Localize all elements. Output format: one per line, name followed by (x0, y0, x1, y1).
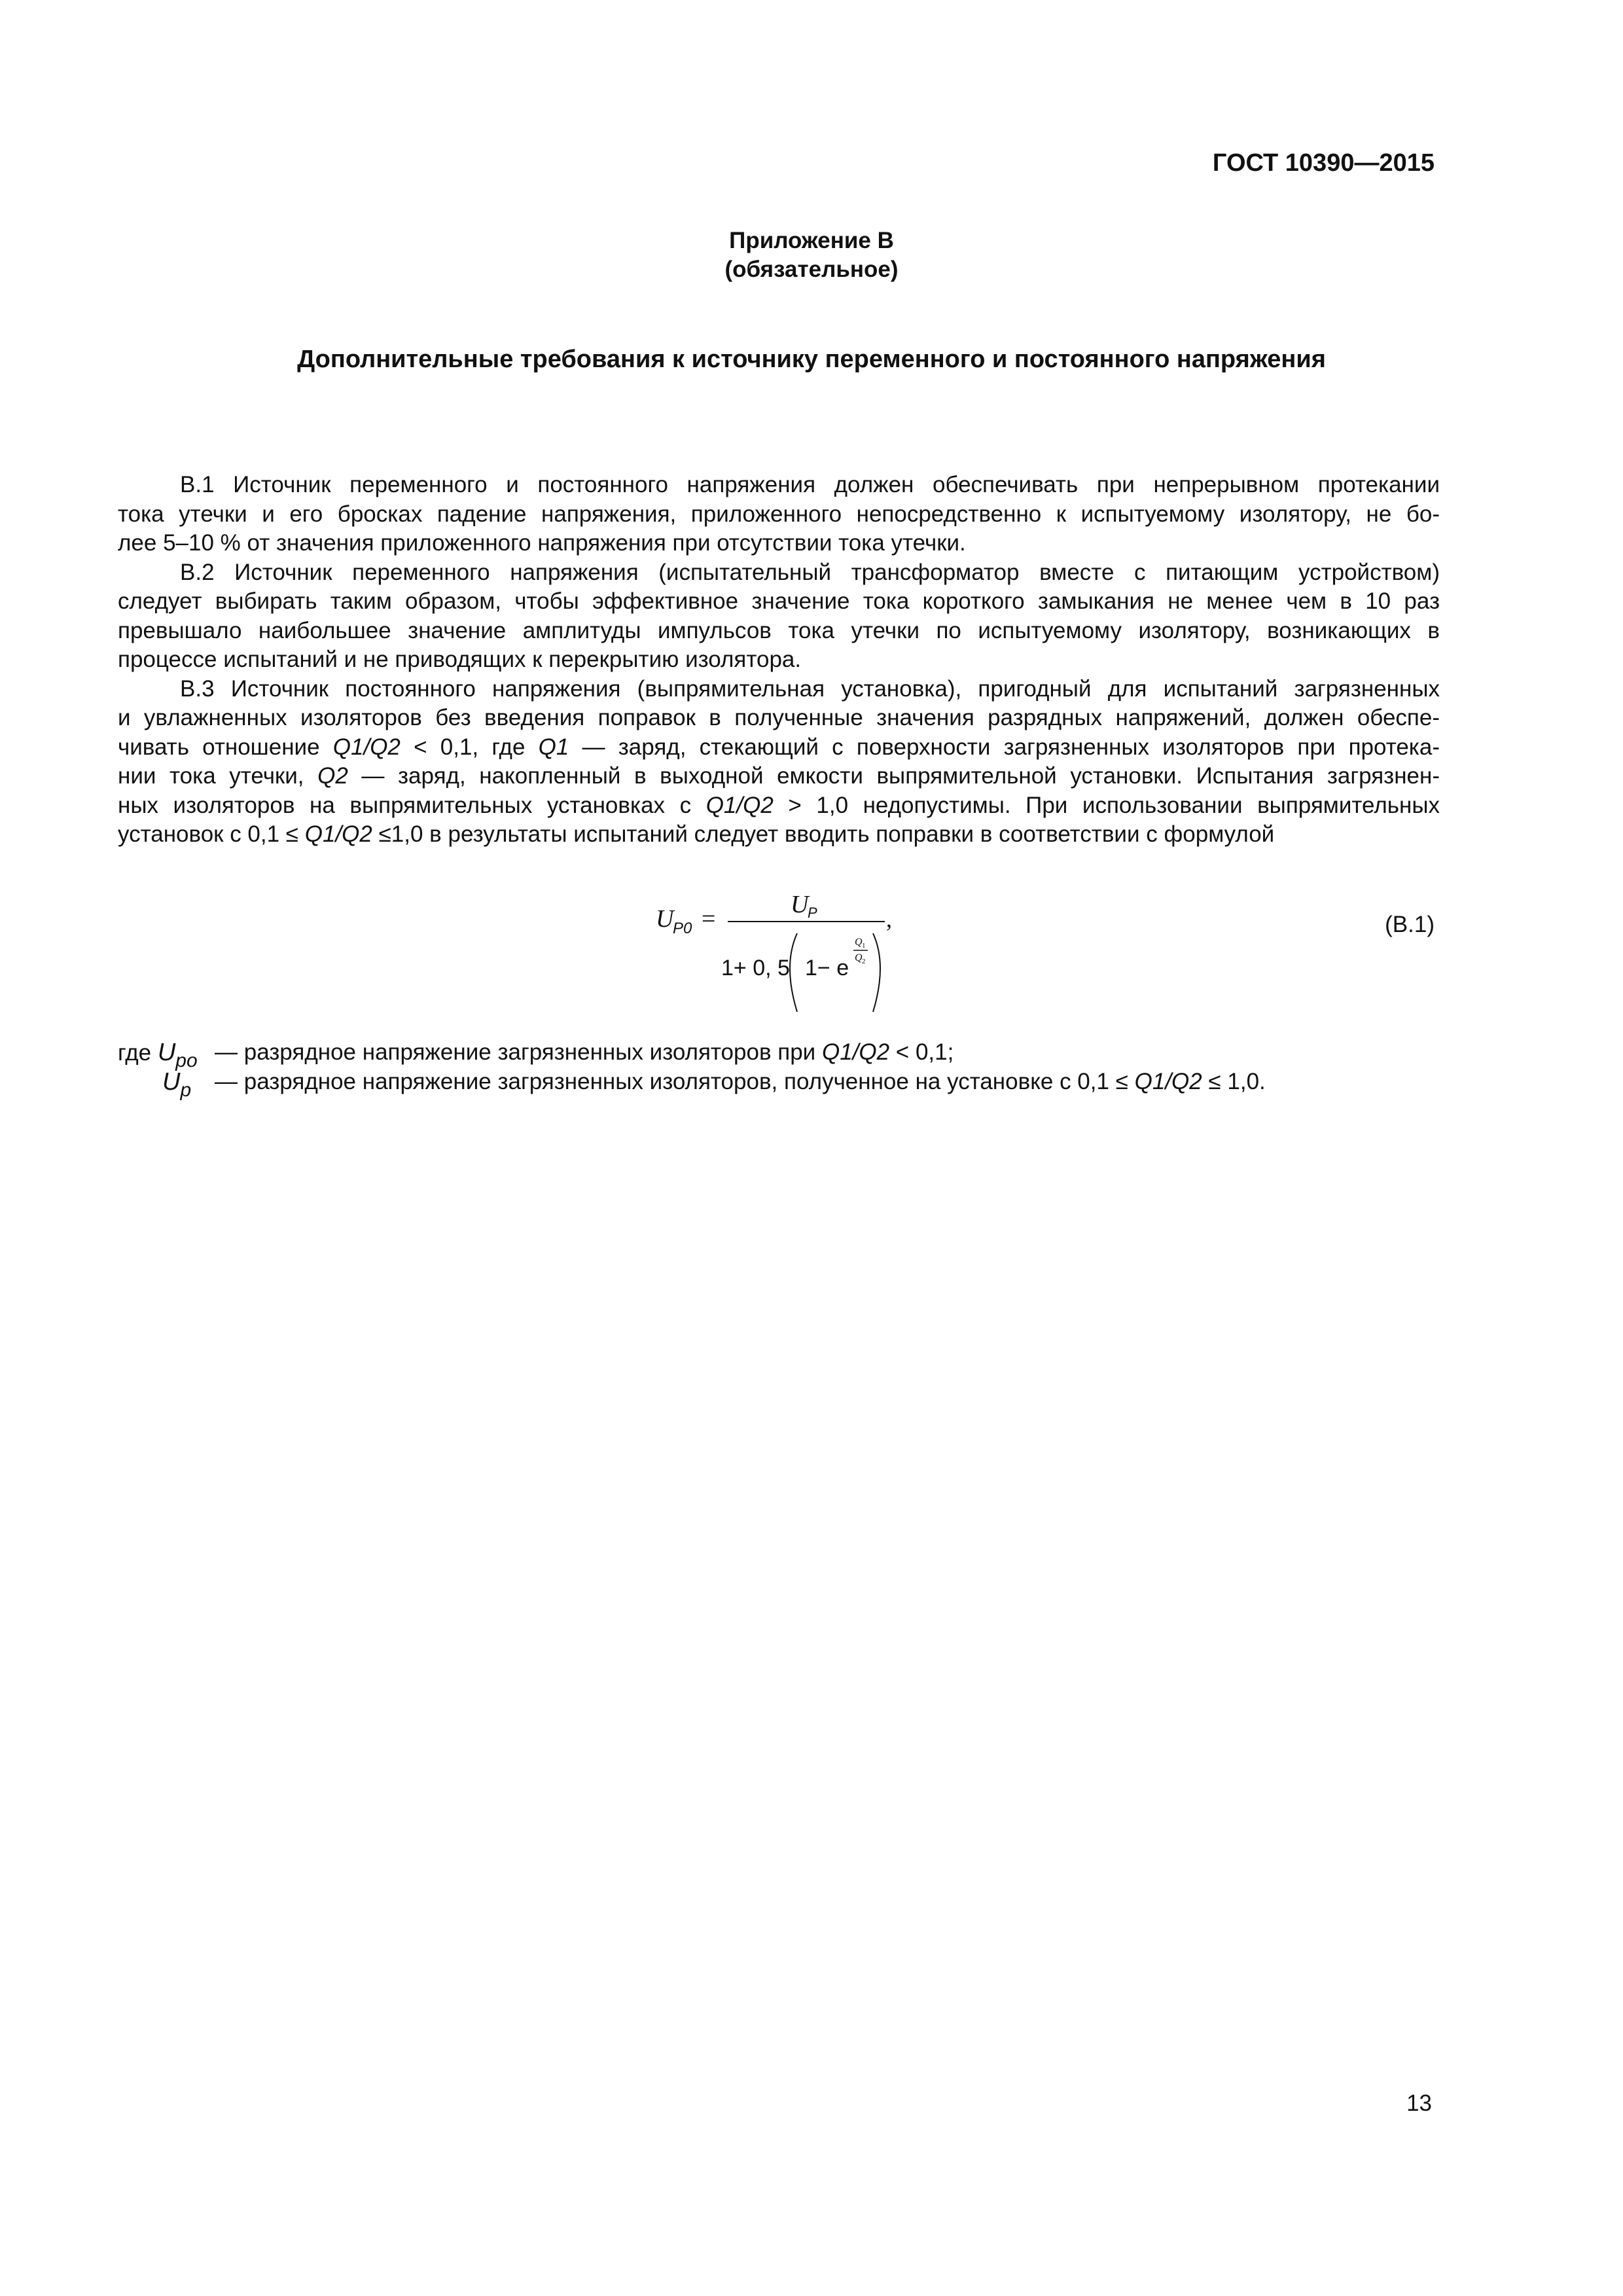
text-run: ≤ 1,0. (1202, 1068, 1266, 1094)
text-run: — заряд, накопленный в выходной емкости выпрямительной установки. Испытания загрязнен- (348, 763, 1440, 789)
legend-symbol (162, 1067, 191, 1099)
charge-symbol: Q1 (538, 734, 569, 760)
text-line: следует выбирать таким образом, чтобы эффективное значение тока короткого замыкания не менее чем в 10 раз (118, 588, 1440, 614)
text-line: В.1 Источник переменного и постоянного напряжения должен обеспечивать при непрерывном протекании (180, 472, 1440, 497)
formula-num-sub: P (808, 905, 817, 921)
formula-b1 (648, 893, 923, 1024)
text-run: ных изоляторов на выпрямительных установках с (118, 792, 706, 818)
text-run: > 1,0 недопустимы. При использовании выпрямительных (773, 792, 1440, 818)
text-line: процессе испытаний и не приводящих к перекрытию изолятора. (118, 647, 802, 672)
formula-den-const: 1+ 0, 5 (721, 956, 790, 980)
formula-lhs-sub: P0 (673, 920, 692, 937)
text-run: установок с 0,1 ≤ (118, 821, 305, 847)
formula-den-one-minus: 1− e (805, 956, 849, 980)
page-number: 13 (1406, 2090, 1432, 2116)
formula-num-symbol: U (791, 893, 809, 918)
formula-graphic (648, 893, 923, 1024)
legend-description (215, 1067, 1266, 1097)
text-line (118, 791, 1440, 821)
text-run: чивать отношение (118, 734, 333, 760)
text-line: и увлажненных изоляторов без введения поправок в полученные значения разрядных напряжений, должен обеспе- (118, 705, 1440, 730)
exponent-den-symbol: Q (855, 952, 863, 963)
equation-number: (В.1) (1385, 912, 1435, 937)
text-run: — заряд, стекающий с поверхности загрязненных изоляторов при протека- (569, 734, 1440, 760)
formula-legend (118, 1038, 1440, 1101)
exponent-num-symbol: Q (855, 937, 863, 948)
paragraph-b2 (118, 558, 1440, 675)
text-run: < 0,1; (889, 1039, 954, 1065)
text-line: В.3 Источник постоянного напряжения (выпрямительная установка), пригодный для испытаний загрязненных (180, 675, 1440, 702)
ratio-symbol: Q1/Q2 (821, 1039, 890, 1065)
formula-trailing-comma: , (886, 906, 892, 932)
text-line (118, 762, 1440, 791)
exponent-den-sub: 2 (862, 958, 866, 965)
legend-symbol (118, 1038, 198, 1069)
text-line: тока утечки и его бросках падение напряжения, приложенного непосредственно к испытуемому изолятору, не бо- (118, 501, 1440, 527)
paragraph-b1 (118, 471, 1440, 558)
body-text (118, 471, 1440, 850)
legend-prefix: где (118, 1040, 158, 1066)
right-paren (873, 933, 880, 1012)
legend-u-symbol: U (162, 1067, 181, 1096)
charge-symbol: Q2 (317, 763, 348, 789)
legend-description (215, 1038, 954, 1067)
standard-code: ГОСТ 10390—2015 (1212, 149, 1435, 177)
ratio-symbol: Q1/Q2 (332, 734, 401, 760)
exponent-num-sub: 1 (862, 942, 866, 950)
legend-u-sub: po (175, 1050, 198, 1071)
ratio-symbol: Q1/Q2 (1134, 1068, 1202, 1094)
ratio-symbol: Q1/Q2 (304, 821, 372, 847)
legend-u-symbol: U (157, 1039, 176, 1066)
text-run: — разрядное напряжение загрязненных изоляторов, полученное на установке с 0,1 ≤ (215, 1068, 1135, 1094)
text-run: нии тока утечки, (118, 763, 318, 789)
section-title: Дополнительные требования к источнику переменного и постоянного напряжения (297, 346, 1326, 373)
text-line (118, 733, 1440, 762)
legend-row (118, 1038, 1440, 1071)
legend-u-sub: p (180, 1079, 192, 1101)
left-paren (790, 933, 797, 1012)
formula-equals: = (702, 905, 716, 933)
text-line: В.2 Источник переменного напряжения (испытательный трансформатор вместе с питающим устройством) (180, 559, 1440, 585)
text-line (118, 820, 1440, 850)
legend-row (118, 1067, 1440, 1101)
ratio-symbol: Q1/Q2 (705, 792, 774, 818)
text-line: превышало наибольшее значение амплитуды импульсов тока утечки по испытуемому изолятору, возникающих в (118, 617, 1440, 643)
annex-heading (0, 226, 1623, 284)
text-run: ≤1,0 в результаты испытаний следует вводить поправки в соответствии с формулой (372, 821, 1275, 847)
text-line: лее 5–10 % от значения приложенного напряжения при отсутствии тока утечки. (118, 530, 966, 556)
formula-lhs-symbol: U (656, 905, 674, 933)
annex-label: Приложение В (729, 228, 894, 253)
annex-status: (обязательное) (724, 257, 899, 282)
paragraph-b3 (118, 675, 1440, 850)
text-run: — разрядное напряжение загрязненных изоляторов при (215, 1039, 822, 1065)
text-run: < 0,1, где (400, 734, 539, 760)
